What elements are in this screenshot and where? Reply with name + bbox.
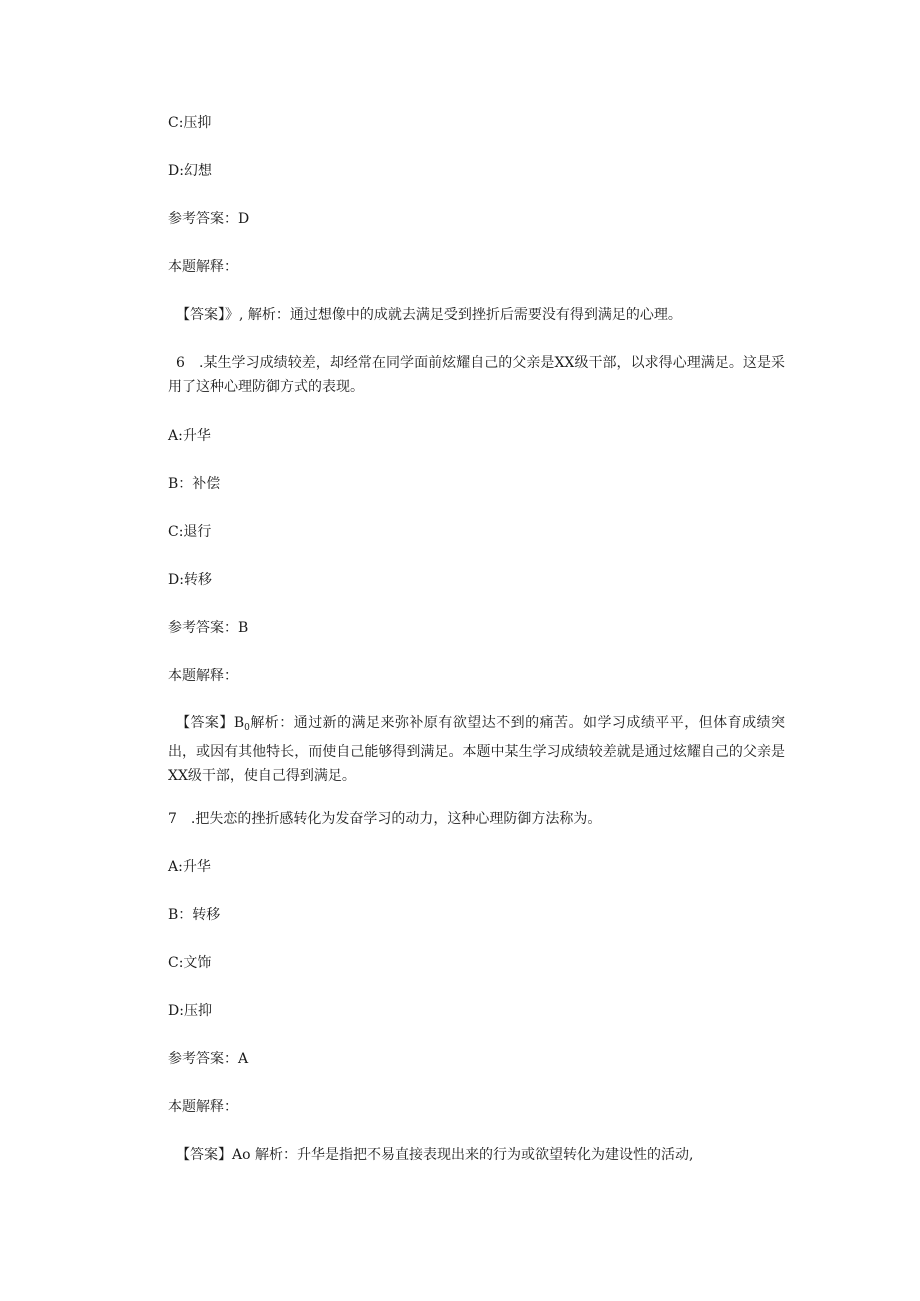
q6-explanation-subscript: 0	[244, 723, 250, 733]
q5-option-d: D:幻想	[168, 163, 212, 179]
q6-explanation-prefix: 【答案】B	[176, 715, 245, 731]
q7-option-a: A:升华	[168, 859, 211, 875]
q6-option-a: A:升华	[168, 428, 211, 444]
q6-answer: 参考答案：B	[168, 620, 249, 636]
q7-option-d: D:压抑	[168, 1003, 212, 1019]
q6-option-c: C:退行	[168, 524, 212, 540]
q7-question: 7 .把失恋的挫折感转化为发奋学习的动力，这种心理防御方法称为。	[168, 811, 602, 827]
q7-answer: 参考答案：A	[168, 1051, 249, 1067]
q7-explanation: 【答案】Ao 解析：升华是指把不易直接表现出来的行为或欲望转化为建设性的活动,	[176, 1147, 694, 1163]
q7-option-c: C:文饰	[168, 955, 212, 971]
q5-answer: 参考答案：D	[168, 211, 250, 227]
q7-option-b: B：转移	[168, 907, 221, 923]
q6-explanation-body: 解析：通过新的满足来弥补原有欲望达不到的痛苦。如学习成绩平平，但体育成绩突出，或因有其他特长，而使自己能够得到满足。本题中某生学习成绩较差就是通过炫耀自己的父亲是XX级干部，使自己得到满足。	[168, 715, 785, 784]
q5-option-c: C:压抑	[168, 115, 212, 131]
q7-explanation-label: 本题解释：	[168, 1099, 238, 1115]
q6-option-d: D:转移	[168, 572, 212, 588]
q6-explanation	[168, 711, 785, 788]
q6-option-b: B：补偿	[168, 476, 221, 492]
q5-explanation: 【答案】》, 解析：通过想像中的成就去满足受到挫折后需要没有得到满足的心理。	[176, 307, 682, 323]
q6-question: 6 .某生学习成绩较差，却经常在同学面前炫耀自己的父亲是XX级干部，以求得心理满足。这是采用了这种心理防御方式的表现。	[168, 355, 785, 395]
q5-explanation-label: 本题解释：	[168, 259, 238, 275]
q6-explanation-label: 本题解释：	[168, 668, 238, 684]
